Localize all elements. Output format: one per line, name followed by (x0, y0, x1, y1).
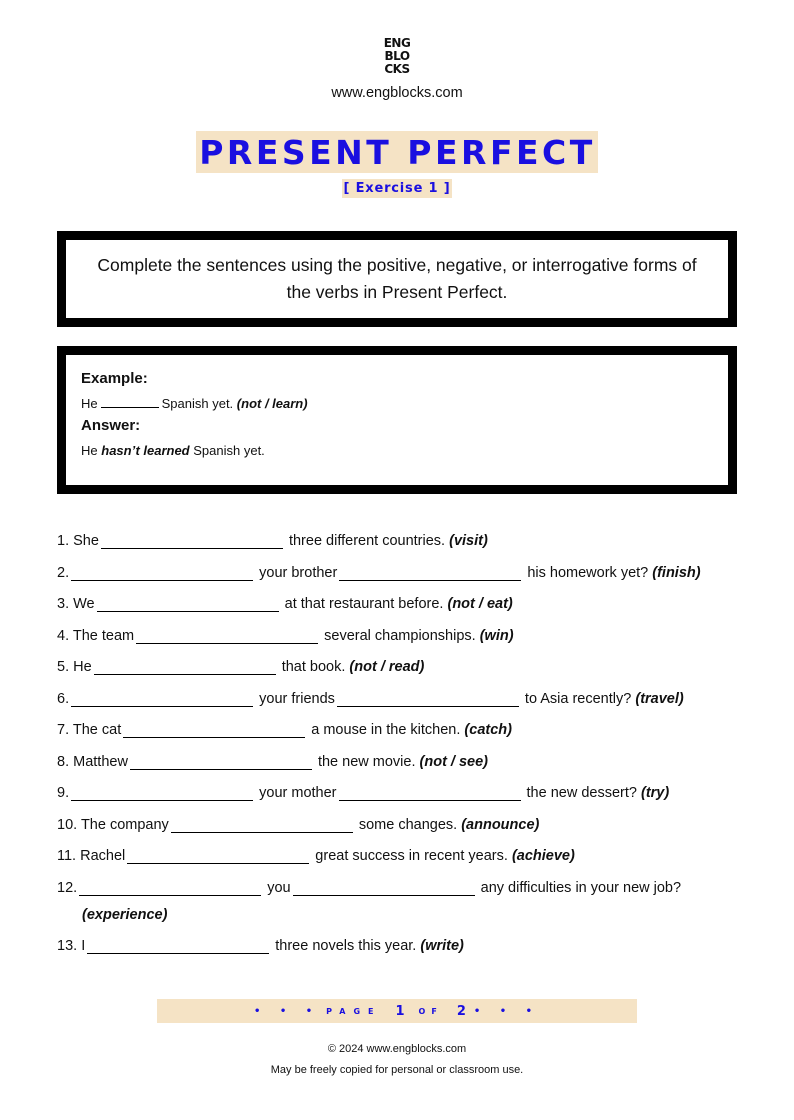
dots-left: • • • (254, 1005, 321, 1017)
answer-blank[interactable] (171, 814, 353, 833)
logo-line-2: BLO (384, 49, 410, 63)
question-item (57, 812, 747, 844)
question-number: 9. (57, 785, 70, 801)
copyright-text: © 2024 www.engblocks.com (327, 1043, 467, 1055)
answer-blank[interactable] (71, 782, 253, 801)
example-sentence (81, 395, 728, 413)
question-item (57, 749, 747, 781)
question-number: 8. (57, 753, 70, 770)
question-item (57, 686, 747, 718)
logo-line-1: ENG (383, 36, 411, 50)
page-word: PAGE (326, 1006, 382, 1016)
question-text: several championships. (324, 627, 476, 644)
answer-blank[interactable] (293, 877, 475, 896)
logo-line-3: CKS (384, 62, 410, 76)
example-before: He (81, 396, 98, 411)
page-number: 1 (395, 1003, 405, 1019)
answer-blank[interactable] (130, 751, 312, 770)
of-word: OF (418, 1006, 443, 1016)
verb-hint: (achieve) (511, 848, 575, 864)
question-text: Matthew (73, 753, 128, 770)
verb-hint: (experience) (82, 906, 168, 923)
question-number: 12. (57, 879, 78, 896)
question-item (57, 623, 747, 655)
question-text: The team (72, 627, 135, 644)
question-text: you (267, 879, 291, 896)
answer-blank[interactable] (94, 656, 276, 675)
question-number: 7. (57, 722, 70, 738)
answer-before: He (81, 443, 98, 458)
question-text: Rachel (80, 848, 126, 864)
verb-hint: (not / eat) (447, 596, 513, 612)
question-text: great success in recent years. (315, 848, 508, 864)
question-number: 6. (57, 690, 70, 707)
answer-blank[interactable] (87, 935, 269, 954)
question-item (57, 560, 747, 592)
question-item (57, 717, 747, 749)
question-text: some changes. (358, 816, 458, 833)
question-item (57, 654, 747, 686)
example-hint: (not / learn) (236, 396, 308, 411)
question-item (57, 591, 747, 623)
dots-right: • • • (473, 1005, 540, 1017)
answer-sentence (81, 442, 728, 460)
question-item (57, 843, 747, 875)
question-text: three different countries. (288, 533, 446, 549)
verb-hint: (finish) (652, 564, 701, 581)
question-number: 4. (57, 627, 70, 644)
example-box (57, 346, 737, 494)
logo (0, 37, 794, 76)
question-item (57, 528, 747, 560)
verb-hint: (win) (479, 627, 514, 644)
answer-label: Answer: (81, 417, 141, 434)
answer-blank[interactable] (123, 719, 305, 738)
question-text: any difficulties in your new job? (480, 879, 682, 896)
instructions-box (57, 231, 737, 327)
example-after: Spanish yet. (161, 396, 234, 411)
question-number: 3. (57, 596, 70, 612)
question-text: the new movie. (317, 753, 416, 770)
verb-hint: (catch) (464, 722, 512, 738)
answer-blank[interactable] (79, 877, 261, 896)
question-list (57, 528, 747, 964)
verb-hint: (not / read) (349, 659, 425, 675)
question-text: that book. (281, 659, 346, 675)
question-text: your friends (259, 690, 335, 707)
question-text: a mouse in the kitchen. (311, 722, 461, 738)
question-item (57, 780, 747, 812)
question-number: 11. (57, 848, 77, 864)
question-text: the new dessert? (526, 785, 637, 801)
answer-blank[interactable] (127, 845, 309, 864)
example-label: Example: (81, 370, 148, 387)
verb-hint: (write) (420, 937, 464, 954)
verb-hint: (visit) (449, 533, 488, 549)
page-indicator (157, 999, 637, 1023)
exercise-subtitle: [ Exercise 1 ] (343, 181, 451, 196)
question-text: your mother (259, 785, 337, 801)
question-text: his homework yet? (527, 564, 649, 581)
answer-blank[interactable] (71, 688, 253, 707)
question-text: I (81, 937, 86, 954)
answer-blank[interactable] (339, 562, 521, 581)
question-text: He (73, 659, 92, 675)
answer-blank[interactable] (337, 688, 519, 707)
answer-verb: hasn’t learned (101, 443, 190, 458)
question-text: three novels this year. (275, 937, 417, 954)
instructions-text: Complete the sentences using the positive, negative, or interrogative forms of the verbs in Present Perfect. (97, 255, 697, 302)
question-text: The cat (72, 722, 122, 738)
question-text: The company (80, 816, 169, 833)
question-text: at that restaurant before. (284, 596, 444, 612)
question-item (57, 875, 747, 933)
answer-blank[interactable] (71, 562, 253, 581)
example-blank (101, 397, 159, 408)
question-number: 13. (57, 937, 78, 954)
question-number: 1. (57, 533, 70, 549)
answer-blank[interactable] (97, 593, 279, 612)
verb-hint: (not / see) (419, 753, 489, 770)
question-number: 2. (57, 564, 70, 581)
answer-blank[interactable] (136, 625, 318, 644)
answer-after: Spanish yet. (193, 443, 265, 458)
page-total: 2 (456, 1003, 466, 1019)
question-text: She (73, 533, 99, 549)
question-text: We (73, 596, 95, 612)
question-text: to Asia recently? (524, 690, 632, 707)
question-item (57, 933, 747, 965)
question-text: your brother (259, 564, 338, 581)
answer-blank[interactable] (101, 530, 283, 549)
verb-hint: (try) (641, 785, 670, 801)
page-title: PRESENT PERFECT (196, 131, 598, 173)
question-number: 5. (57, 659, 70, 675)
license-text: May be freely copied for personal or classroom use. (270, 1064, 524, 1076)
answer-blank[interactable] (339, 782, 521, 801)
question-number: 10. (57, 816, 78, 833)
site-url[interactable]: www.engblocks.com (331, 85, 463, 101)
verb-hint: (announce) (461, 816, 540, 833)
verb-hint: (travel) (635, 690, 684, 707)
